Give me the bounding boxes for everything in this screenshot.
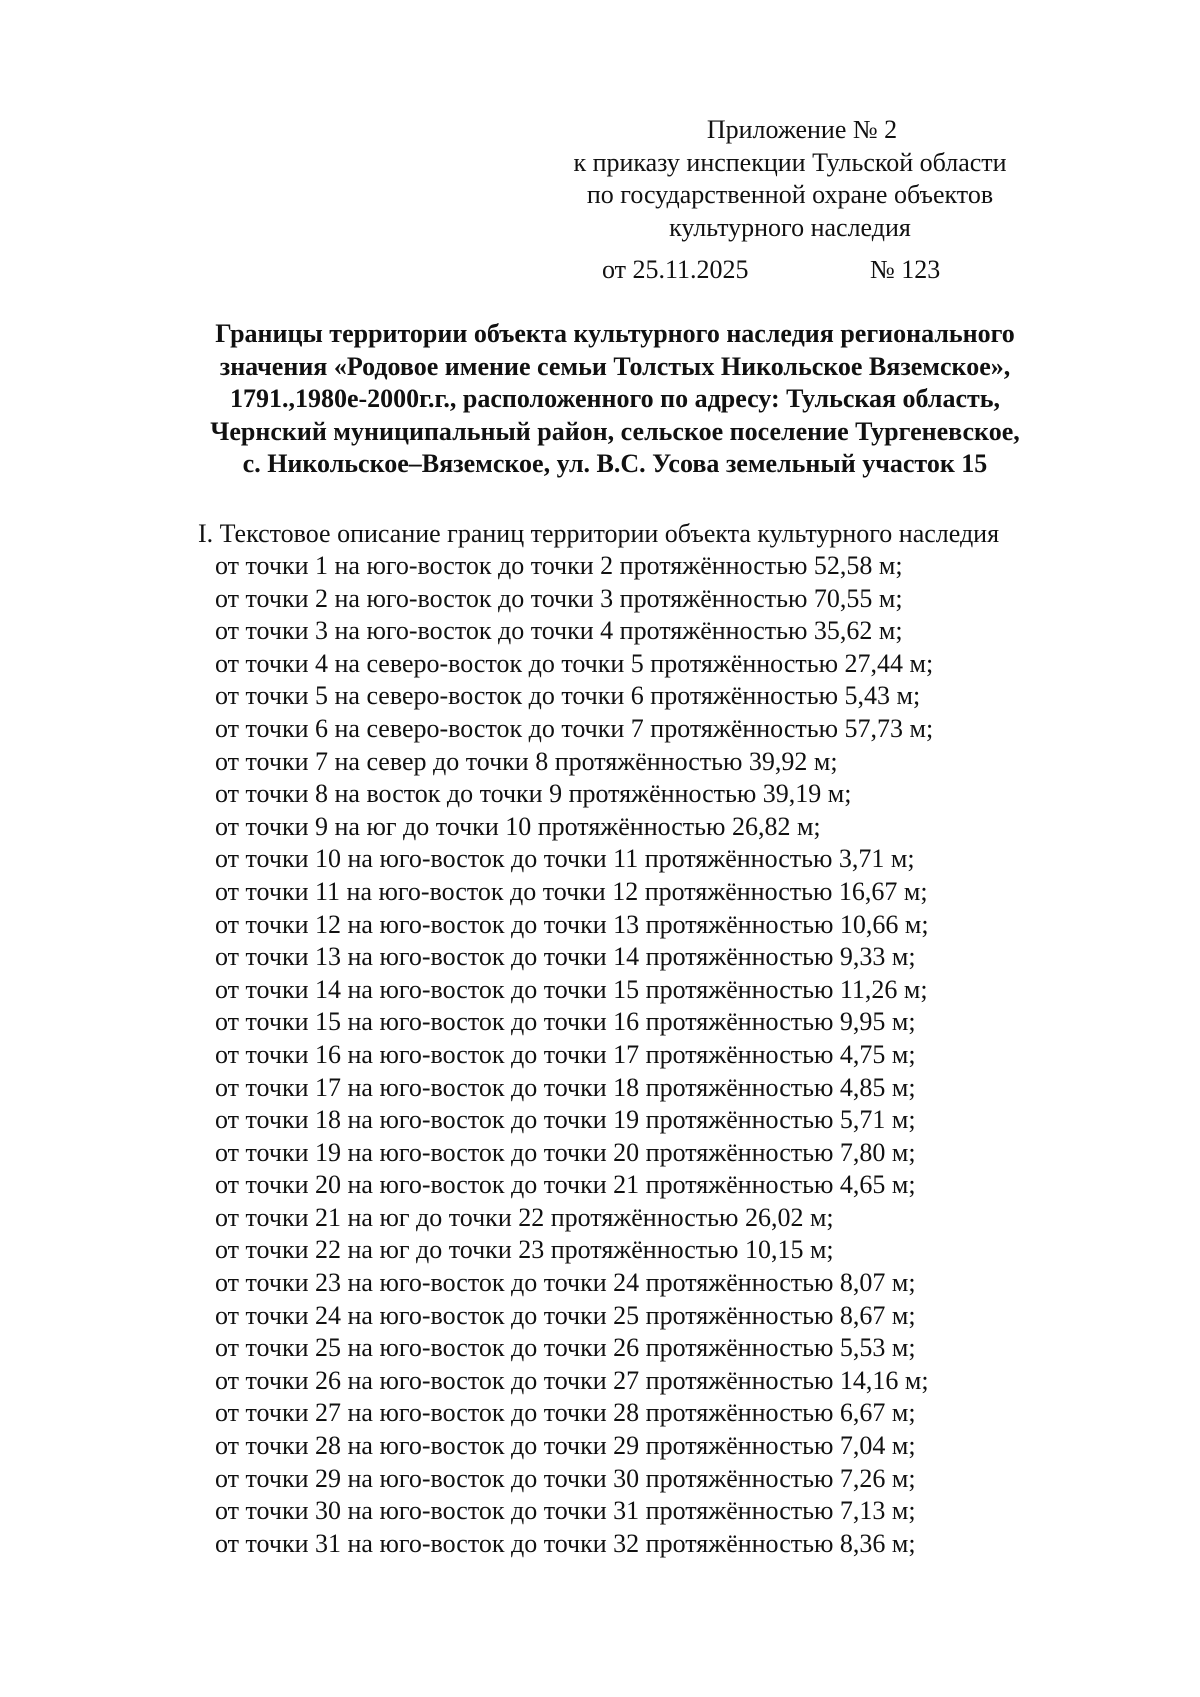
list-item: от точки 20 на юго-восток до точки 21 протяжённостью 4,65 м; (215, 1170, 916, 1200)
list-item: от точки 16 на юго-восток до точки 17 протяжённостью 4,75 м; (215, 1039, 916, 1069)
list-item: от точки 24 на юго-восток до точки 25 протяжённостью 8,67 м; (215, 1300, 916, 1330)
list-item: от точки 23 на юго-восток до точки 24 протяжённостью 8,07 м; (215, 1268, 916, 1298)
list-item: от точки 4 на северо-восток до точки 5 протяжённостью 27,44 м; (215, 648, 934, 678)
order-date: от 25.11.2025 (602, 255, 749, 284)
list-item: от точки 9 на юг до точки 10 протяжённостью 26,82 м; (215, 811, 821, 841)
list-item: от точки 29 на юго-восток до точки 30 протяжённостью 7,26 м; (215, 1463, 916, 1493)
boundary-description-list (215, 550, 933, 1560)
list-item: от точки 30 на юго-восток до точки 31 протяжённостью 7,13 м; (215, 1496, 916, 1526)
list-item: от точки 8 на восток до точки 9 протяжённостью 39,19 м; (215, 779, 852, 809)
list-item: от точки 7 на север до точки 8 протяжённостью 39,92 м; (215, 746, 838, 776)
list-item: от точки 28 на юго-восток до точки 29 протяжённостью 7,04 м; (215, 1431, 916, 1461)
list-item: от точки 6 на северо-восток до точки 7 протяжённостью 57,73 м; (215, 713, 934, 743)
title-line: 1791.,1980е-2000г.г., расположенного по адресу: Тульская область, (229, 384, 1001, 413)
list-item: от точки 3 на юго-восток до точки 4 протяжённостью 35,62 м; (215, 616, 903, 646)
list-item: от точки 1 на юго-восток до точки 2 протяжённостью 52,58 м; (215, 551, 903, 580)
appendix-line: к приказу инспекции Тульской области (573, 147, 1007, 177)
list-item: от точки 21 на юг до точки 22 протяжённостью 26,02 м; (215, 1202, 834, 1232)
list-item: от точки 25 на юго-восток до точки 26 протяжённостью 5,53 м; (215, 1333, 916, 1363)
title-line: значения «Родовое имение семьи Толстых Никольское Вяземское», (219, 351, 1011, 381)
list-item: от точки 18 на юго-восток до точки 19 протяжённостью 5,71 м; (215, 1105, 916, 1135)
title-line: Чернский муниципальный район, сельское поселение Тургеневское, (210, 416, 1020, 446)
list-item: от точки 27 на юго-восток до точки 28 протяжённостью 6,67 м; (215, 1398, 916, 1428)
list-item: от точки 14 на юго-восток до точки 15 протяжённостью 11,26 м; (215, 974, 928, 1004)
list-item: от точки 2 на юго-восток до точки 3 протяжённостью 70,55 м; (215, 583, 903, 613)
list-item: от точки 17 на юго-восток до точки 18 протяжённостью 4,85 м; (215, 1072, 916, 1102)
list-item: от точки 15 на юго-восток до точки 16 протяжённостью 9,95 м; (215, 1007, 916, 1037)
appendix-header (540, 114, 1040, 244)
list-item: от точки 11 на юго-восток до точки 12 протяжённостью 16,67 м; (215, 876, 928, 906)
appendix-title: Приложение № 2 (706, 115, 898, 144)
title-line: Границы территории объекта культурного наследия регионального (215, 319, 1015, 348)
list-item: от точки 22 на юг до точки 23 протяжённостью 10,15 м; (215, 1235, 834, 1265)
document-title (160, 318, 1070, 481)
order-number: № 123 (870, 255, 941, 284)
list-item: от точки 13 на юго-восток до точки 14 протяжённостью 9,33 м; (215, 942, 916, 972)
appendix-line: культурного наследия (669, 212, 911, 242)
list-item: от точки 5 на северо-восток до точки 6 протяжённостью 5,43 м; (215, 681, 921, 711)
appendix-line: по государственной охране объектов (586, 180, 994, 209)
order-details (602, 254, 941, 286)
list-item: от точки 26 на юго-восток до точки 27 протяжённостью 14,16 м; (215, 1365, 929, 1395)
list-item: от точки 19 на юго-восток до точки 20 протяжённостью 7,80 м; (215, 1137, 916, 1167)
list-item: от точки 12 на юго-восток до точки 13 протяжённостью 10,66 м; (215, 909, 929, 939)
list-item: от точки 31 на юго-восток до точки 32 протяжённостью 8,36 м; (215, 1528, 916, 1558)
section-heading: I. Текстовое описание границ территории объекта культурного наследия (198, 519, 1000, 548)
list-item: от точки 10 на юго-восток до точки 11 протяжённостью 3,71 м; (215, 844, 915, 874)
title-line: с. Никольское–Вяземское, ул. В.С. Усова земельный участок 15 (242, 449, 988, 478)
